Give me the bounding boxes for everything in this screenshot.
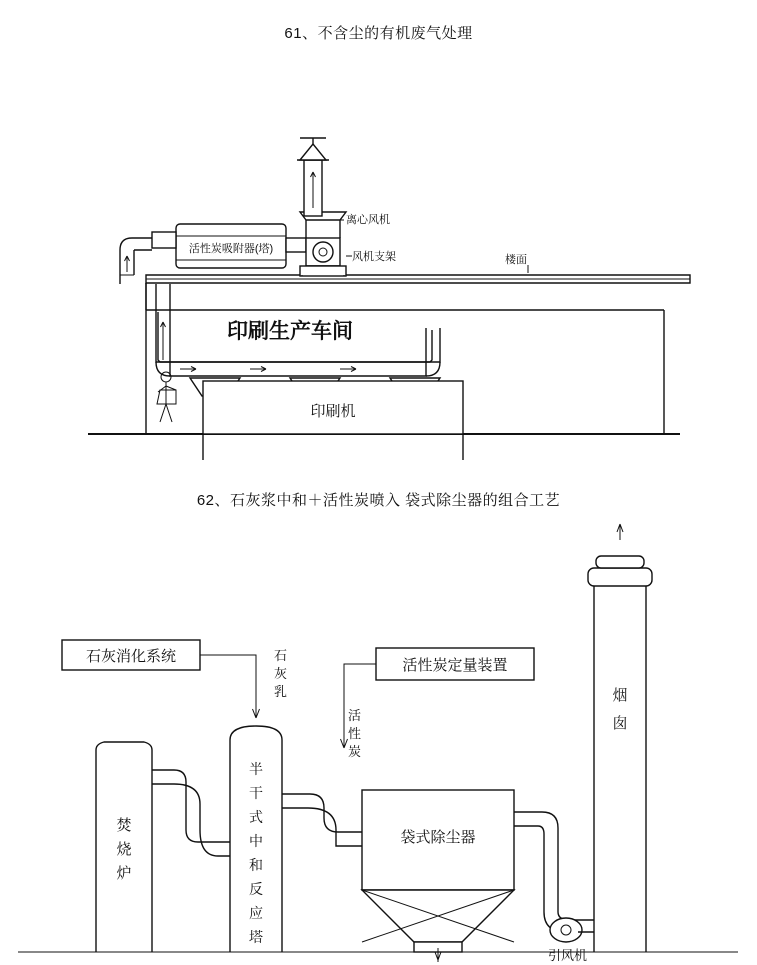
roof-label: 楼面 <box>505 254 527 266</box>
tower-label-3: 式 <box>249 809 263 825</box>
tower-label-1: 半 <box>249 761 263 777</box>
figure-2-lime-slurry-carbon-baghouse-process <box>18 512 738 962</box>
activated-carbon-label-3: 炭 <box>348 744 362 759</box>
incinerator-label-2: 烧 <box>116 841 132 858</box>
lime-milk-label-1: 石 <box>274 648 288 663</box>
tower-label-7: 应 <box>249 905 263 921</box>
incinerator-label-1: 焚 <box>116 817 132 834</box>
induced-draft-fan-label: 引风机 <box>548 948 588 962</box>
carbon-dosing-label: 活性炭定量装置 <box>402 657 508 674</box>
figure-2-caption: 62、石灰浆中和＋活性炭喷入 袋式除尘器的组合工艺 <box>196 492 561 509</box>
stack-label-2: 囱 <box>612 715 628 732</box>
activated-carbon-label-1: 活 <box>348 708 362 723</box>
tower-label-4: 中 <box>249 833 263 849</box>
figure-1-organic-waste-gas-treatment <box>0 60 757 460</box>
adsorber-label: 活性炭吸附器(塔) <box>188 243 274 255</box>
lime-milk-label-2: 灰 <box>274 666 288 681</box>
tower-label-2: 干 <box>249 785 263 801</box>
figure-1-caption: 61、不含尘的有机废气处理 <box>284 25 473 42</box>
incinerator-label-3: 炉 <box>116 865 132 882</box>
baghouse-label: 袋式除尘器 <box>400 829 476 846</box>
tower-label-6: 反 <box>249 881 263 897</box>
lime-digestion-label: 石灰消化系统 <box>85 648 177 665</box>
tower-label-8: 塔 <box>249 929 263 945</box>
stack-label-1: 烟 <box>612 687 628 704</box>
tower-label-5: 和 <box>249 857 263 873</box>
activated-carbon-label-2: 性 <box>348 726 362 741</box>
lime-milk-label-3: 乳 <box>274 684 288 699</box>
fan-bracket-label: 风机支架 <box>352 251 396 263</box>
press-label: 印刷机 <box>310 403 356 420</box>
fan-label: 离心风机 <box>346 214 390 226</box>
worker-figure <box>157 372 176 422</box>
workshop-label: 印刷生产车间 <box>227 320 353 343</box>
